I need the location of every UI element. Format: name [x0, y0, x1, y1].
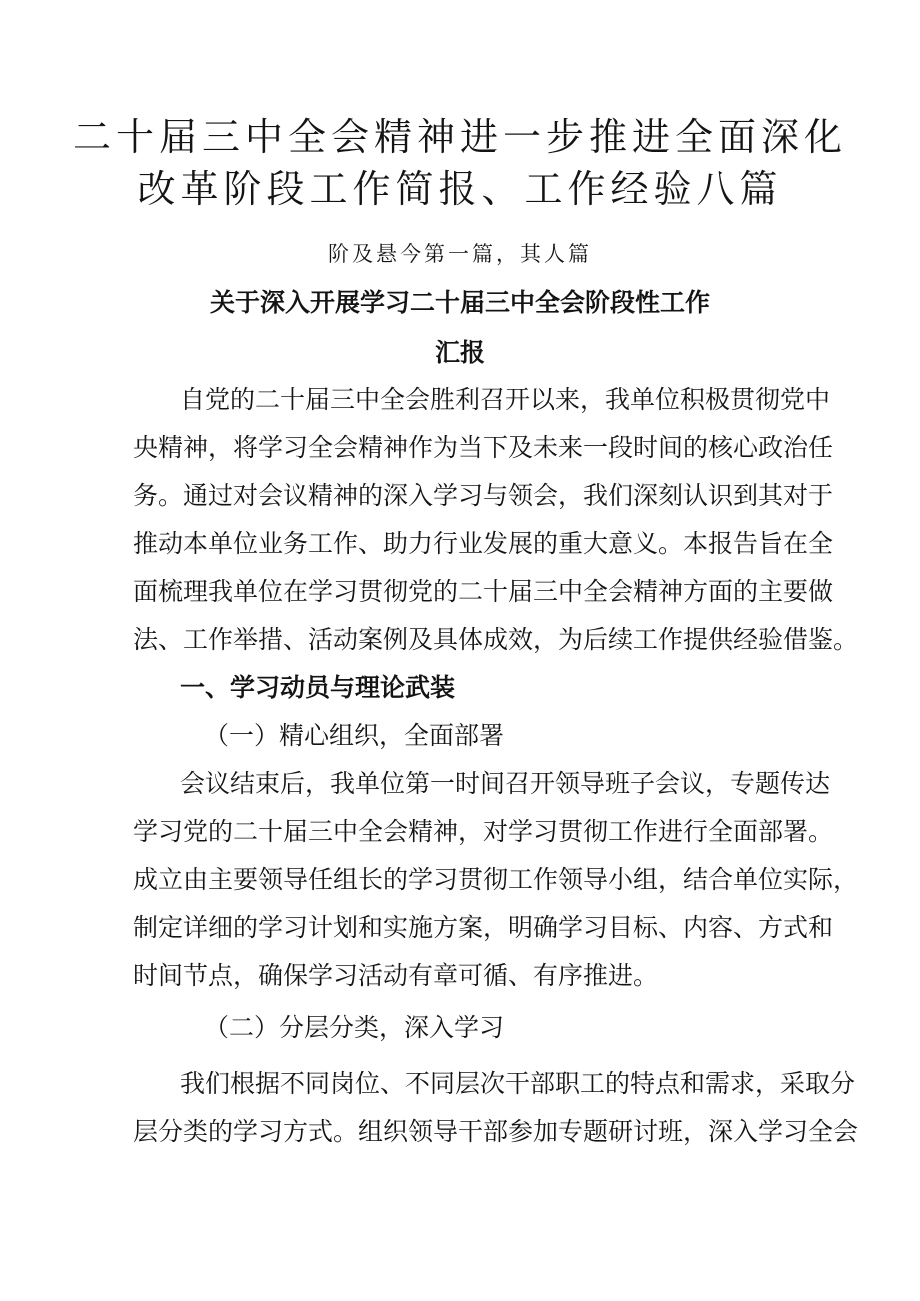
report-title-line-2: 汇报: [434, 338, 485, 367]
subsection-1-line-4: 制定详细的学习计划和实施方案，明确学习目标、内容、方式和: [133, 913, 834, 942]
subsection-2-line-2: 层分类的学习方式。组织领导干部参加专题研讨班，深入学习全会: [133, 1117, 859, 1146]
section-1-heading: 一、学习动员与理论武装: [180, 673, 456, 702]
document-title-line-1: 二十届三中全会精神进一步推进全面深化: [72, 115, 847, 159]
intro-line-3: 务。通过对会议精神的深入学习与领会，我们深刻认识到其对于: [133, 481, 834, 510]
subsection-2-line-1: 我们根据不同岗位、不同层次干部职工的特点和需求，采取分: [180, 1069, 856, 1098]
subsection-1-line-2: 学习党的二十届三中全会精神，对学习贯彻工作进行全面部署。: [133, 817, 834, 846]
subsection-1-line-5: 时间节点，确保学习活动有章可循、有序推进。: [133, 961, 659, 990]
document-title-line-2: 改革阶段工作简报、工作经验八篇: [137, 167, 783, 211]
subsection-1-line-1: 会议结束后，我单位第一时间召开领导班子会议，专题传达: [180, 769, 831, 798]
intro-line-4: 推动本单位业务工作、助力行业发展的重大意义。本报告旨在全: [133, 529, 834, 558]
subsection-1-line-3: 成立由主要领导任组长的学习贯彻工作领导小组，结合单位实际，: [133, 865, 859, 894]
intro-line-5: 面梳理我单位在学习贯彻党的二十届三中全会精神方面的主要做: [133, 577, 834, 606]
report-title-line-1: 关于深入开展学习二十届三中全会阶段性工作: [209, 288, 710, 317]
intro-line-2: 央精神，将学习全会精神作为当下及未来一段时间的核心政治任: [133, 433, 834, 462]
subsection-1-heading: （一）精心组织，全面部署: [204, 721, 505, 750]
document-subtitle: 阶及悬今第一篇，其人篇: [328, 242, 592, 266]
intro-line-1: 自党的二十届三中全会胜利召开以来，我单位积极贯彻党中: [180, 385, 831, 414]
intro-line-6: 法、工作举措、活动案例及具体成效，为后续工作提供经验借鉴。: [133, 625, 859, 654]
subsection-2-heading: （二）分层分类，深入学习: [204, 1013, 505, 1042]
